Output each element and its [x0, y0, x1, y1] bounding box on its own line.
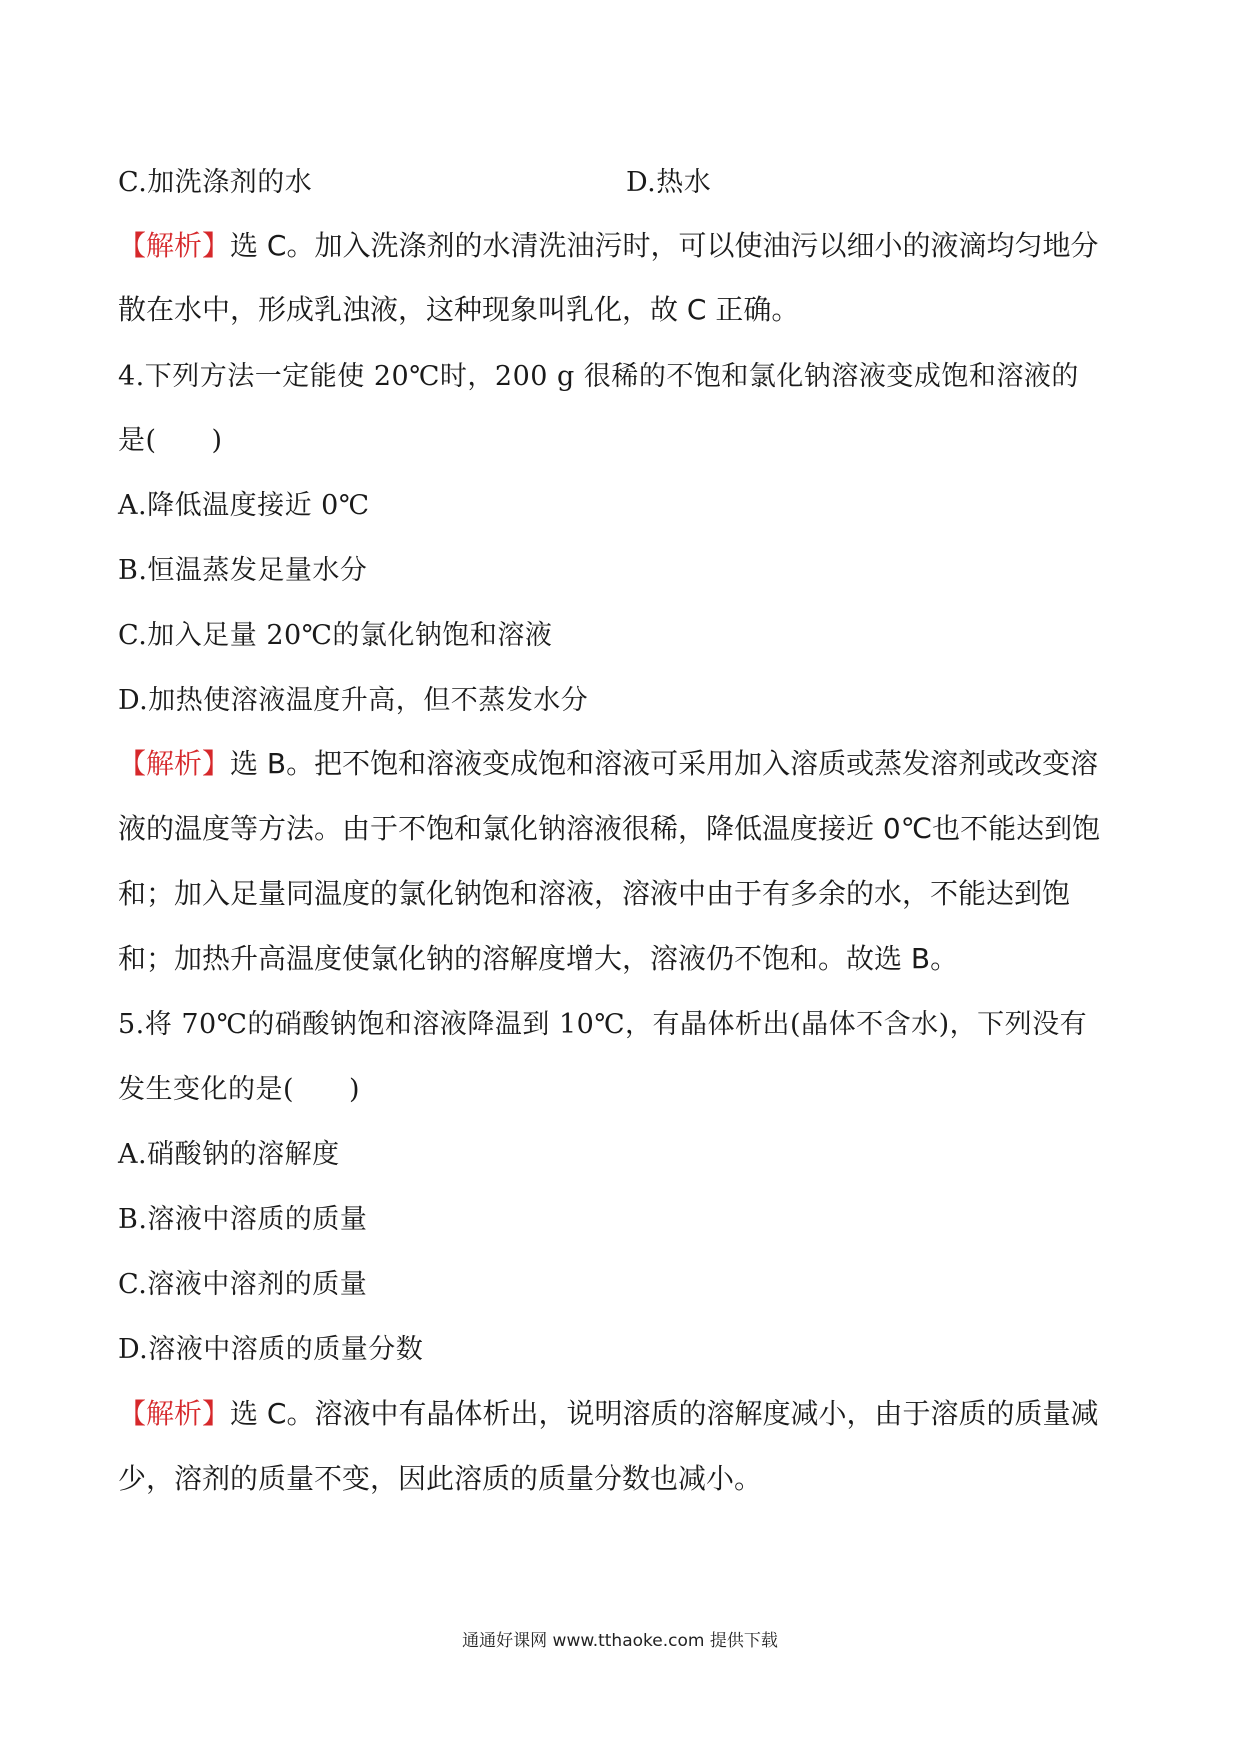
q4-analysis-line-1 — [118, 742, 1098, 782]
page-footer: 通通好课网 www.tthaoke.com 提供下载 — [462, 1631, 778, 1651]
q5-option-d: D.溶液中溶质的质量分数 — [118, 1334, 424, 1365]
q5-option-c: C.溶液中溶剂的质量 — [118, 1269, 368, 1300]
q3-analysis-text-1: 选 C。加入洗涤剂的水清洗油污时，可以使油污以细小的液滴均匀地分 — [230, 229, 1099, 262]
q4-analysis-line-3: 和；加入足量同温度的氯化钠饱和溶液，溶液中由于有多余的水，不能达到饱 — [118, 877, 1071, 910]
q5-analysis-text-1: 选 C。溶液中有晶体析出，说明溶质的溶解度减小，由于溶质的质量减 — [230, 1397, 1099, 1430]
q3-option-d: D.热水 — [626, 167, 712, 198]
q4-stem-line-1: 4.下列方法一定能使 20℃时，200 g 很稀的不饱和氯化钠溶液变成饱和溶液的 — [118, 361, 1079, 392]
q5-stem-line-1: 5.将 70℃的硝酸钠饱和溶液降温到 10℃，有晶体析出(晶体不含水)，下列没有 — [118, 1009, 1088, 1040]
q3-analysis-line-2: 散在水中，形成乳浊液，这种现象叫乳化，故 C 正确。 — [118, 293, 800, 326]
q4-stem-line-2: 是( ) — [118, 425, 223, 456]
q4-option-c: C.加入足量 20℃的氯化钠饱和溶液 — [118, 620, 553, 651]
q5-analysis-line-2: 少，溶剂的质量不变，因此溶质的质量分数也减小。 — [118, 1462, 763, 1495]
q3-options-row — [118, 160, 712, 199]
q5-option-b: B.溶液中溶质的质量 — [118, 1204, 368, 1235]
q4-analysis-text-1: 选 B。把不饱和溶液变成饱和溶液可采用加入溶质或蒸发溶剂或改变溶 — [230, 747, 1099, 780]
q3-option-c: C.加洗涤剂的水 — [118, 167, 313, 198]
q4-option-b: B.恒温蒸发足量水分 — [118, 555, 368, 586]
analysis-tag: 【解析】 — [118, 1397, 231, 1430]
q5-analysis-line-1 — [118, 1392, 1098, 1432]
analysis-tag: 【解析】 — [118, 747, 231, 780]
analysis-tag: 【解析】 — [118, 229, 231, 262]
q4-analysis-line-4: 和；加热升高温度使氯化钠的溶解度增大，溶液仍不饱和。故选 B。 — [118, 942, 959, 975]
q4-option-a: A.降低温度接近 0℃ — [118, 490, 370, 521]
q5-option-a: A.硝酸钠的溶解度 — [118, 1139, 340, 1170]
q3-analysis-line-1 — [118, 224, 1098, 264]
q5-stem-line-2: 发生变化的是( ) — [118, 1074, 361, 1105]
q4-analysis-line-2: 液的温度等方法。由于不饱和氯化钠溶液很稀，降低温度接近 0℃也不能达到饱 — [118, 812, 1101, 845]
q4-option-d: D.加热使溶液温度升高，但不蒸发水分 — [118, 685, 589, 716]
